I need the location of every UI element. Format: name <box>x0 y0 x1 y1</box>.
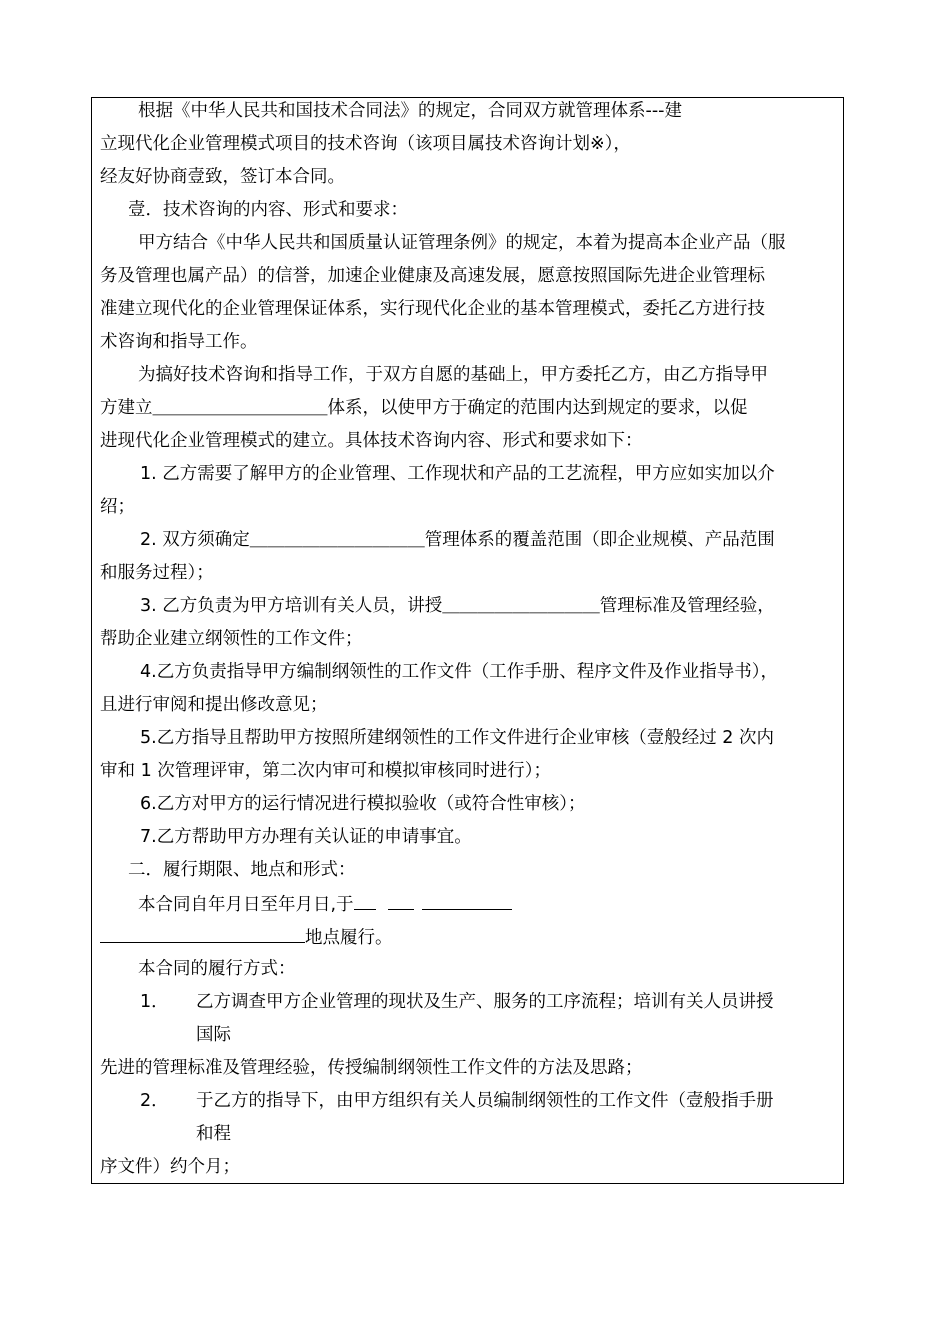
text-line: 术咨询和指导工作。 <box>100 332 258 352</box>
text-line: 国际 <box>196 1025 231 1045</box>
text-line: 方建立＿＿＿＿＿＿＿＿＿＿体系，以使甲方于确定的范围内达到规定的要求，以促 <box>100 398 748 418</box>
text-line: 帮助企业建立纲领性的工作文件； <box>100 629 363 649</box>
text-line: 进现代化企业管理模式的建立。具体技术咨询内容、形式和要求如下： <box>100 431 643 451</box>
list-item-1: 1. 乙方需要了解甲方的企业管理、工作现状和产品的工艺流程，甲方应如实加以介 <box>140 464 775 484</box>
section-heading-2: 二．履行期限、地点和形式： <box>128 860 356 880</box>
list-item-5: 5.乙方指导且帮助甲方按照所建纲领性的工作文件进行企业审核（壹般经过 2 次内 <box>140 728 774 748</box>
text-line: 为搞好技术咨询和指导工作，于双方自愿的基础上，甲方委托乙方，由乙方指导甲 <box>138 365 768 385</box>
list-item-7: 7.乙方帮助甲方办理有关认证的申请事宜。 <box>140 827 472 847</box>
text-line: 经友好协商壹致，签订本合同。 <box>100 167 345 187</box>
blank-line <box>354 890 376 910</box>
list-item-3: 3. 乙方负责为甲方培训有关人员，讲授＿＿＿＿＿＿＿＿＿管理标准及管理经验， <box>140 596 775 616</box>
text-line: 序文件）约个月； <box>100 1157 240 1177</box>
text-line: 和程 <box>196 1124 231 1144</box>
text-line: 立现代化企业管理模式项目的技术咨询（该项目属技术咨询计划※）， <box>100 134 631 154</box>
text-line: 本合同的履行方式： <box>138 959 296 979</box>
list-number: 1． <box>140 992 169 1012</box>
term-text: 本合同自年月日至年月日,于 <box>138 895 354 915</box>
blank-line <box>422 890 512 910</box>
text-line: 且进行审阅和提出修改意见； <box>100 695 328 715</box>
text-line: 甲方结合《中华人民共和国质量认证管理条例》的规定，本着为提高本企业产品（服 <box>138 233 786 253</box>
text-line: 于乙方的指导下，由甲方组织有关人员编制纲领性的工作文件（壹般指手册 <box>196 1091 774 1111</box>
blank-line <box>100 923 305 943</box>
list-item-6: 6.乙方对甲方的运行情况进行模拟验收（或符合性审核）； <box>140 794 586 814</box>
text-line: 和服务过程）； <box>100 563 214 583</box>
text-line <box>138 890 512 918</box>
text-line: 先进的管理标准及管理经验，传授编制纲领性工作文件的方法及思路； <box>100 1058 643 1078</box>
text-line <box>100 923 393 951</box>
text-line: 绍； <box>100 497 135 517</box>
text-line: 务及管理也属产品）的信誉，加速企业健康及高速发展，愿意按照国际先进企业管理标 <box>100 266 765 286</box>
list-item-4: 4.乙方负责指导甲方编制纲领性的工作文件（工作手册、程序文件及作业指导书）， <box>140 662 778 682</box>
list-item-2: 2. 双方须确定＿＿＿＿＿＿＿＿＿＿管理体系的覆盖范围（即企业规模、产品范围 <box>140 530 775 550</box>
section-heading-1: 壹．技术咨询的内容、形式和要求： <box>128 200 408 220</box>
blank-line <box>388 890 414 910</box>
text-line: 准建立现代化的企业管理保证体系，实行现代化企业的基本管理模式，委托乙方进行技 <box>100 299 765 319</box>
text-line: 乙方调查甲方企业管理的现状及生产、服务的工序流程；培训有关人员讲授 <box>196 992 774 1012</box>
text-line: 根据《中华人民共和国技术合同法》的规定，合同双方就管理体系---建 <box>138 101 682 121</box>
location-text: 地点履行。 <box>305 928 393 948</box>
list-number: 2． <box>140 1091 169 1111</box>
text-line: 审和 1 次管理评审，第二次内审可和模拟审核同时进行）； <box>100 761 552 781</box>
